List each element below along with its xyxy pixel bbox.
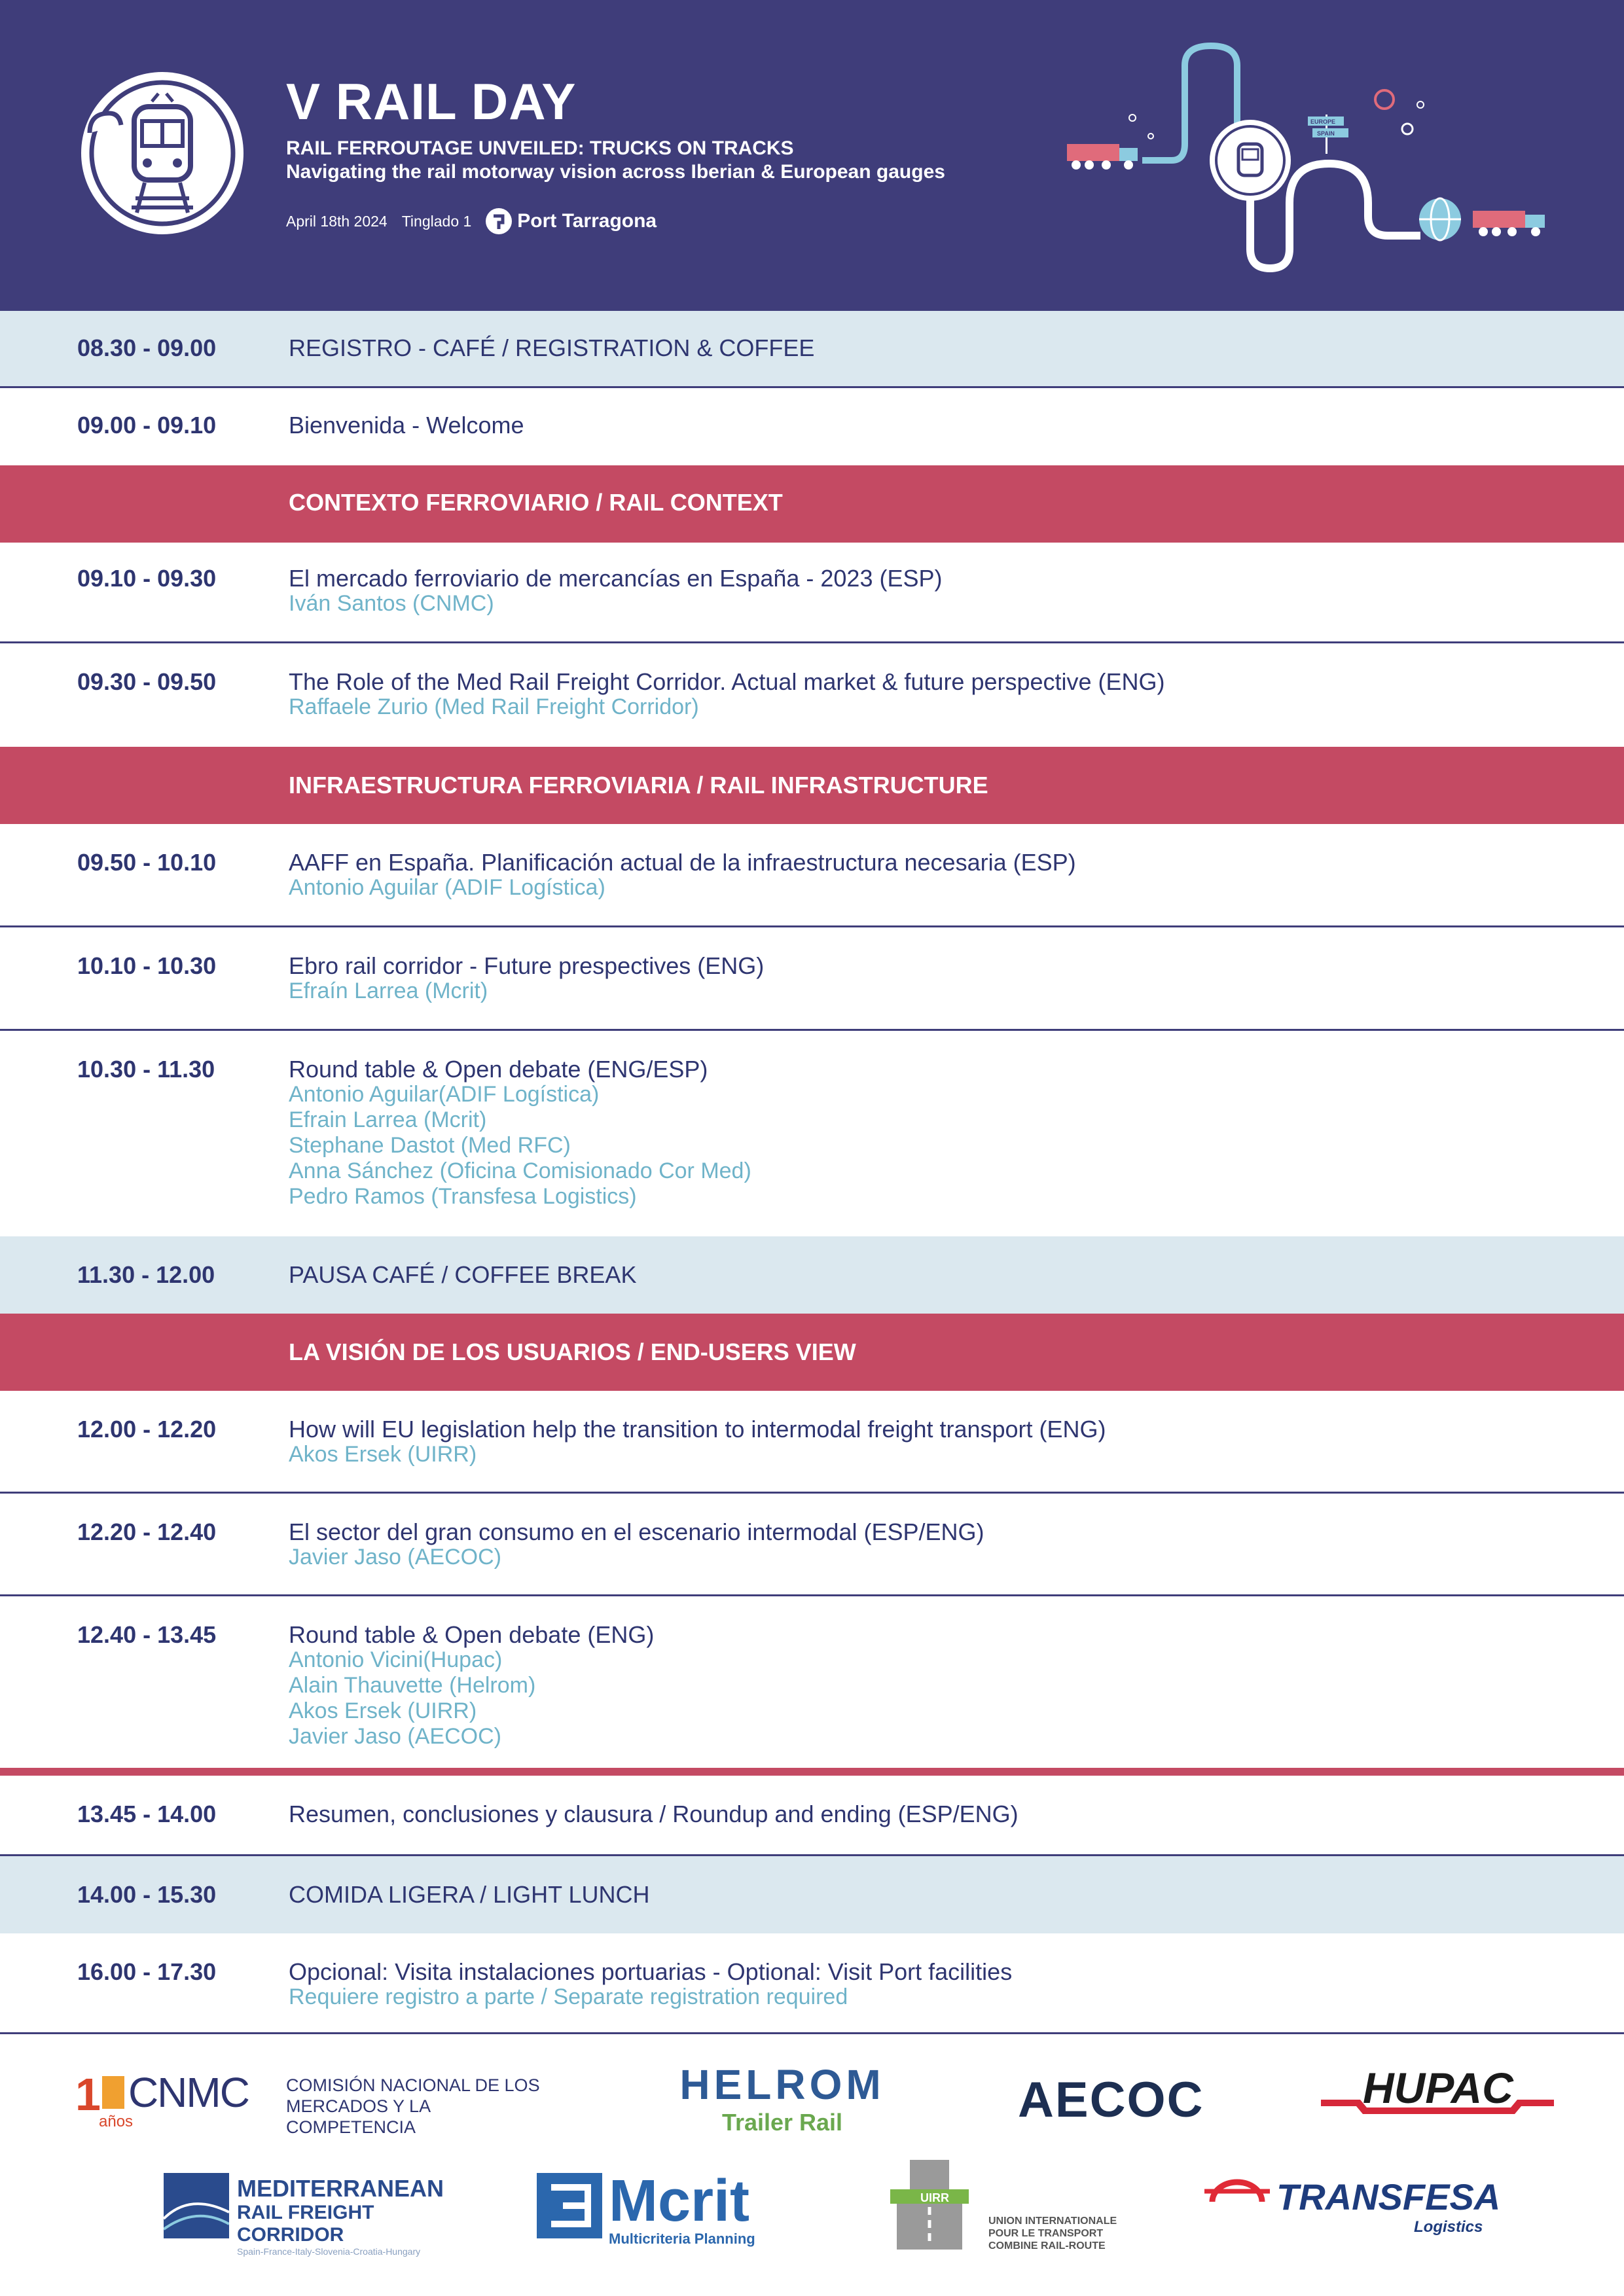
agenda-title: El sector del gran consumo en el escenario intermodal (ESP/ENG)	[289, 1518, 984, 1545]
speaker-name: Pedro Ramos (Transfesa Logistics)	[289, 1184, 637, 1209]
uirr-logo: UIRR UNION INTERNATIONALE POUR LE TRANSPORT COMBINE RAIL-ROUTE	[890, 2160, 1126, 2255]
speaker-name: Akos Ersek (UIRR)	[289, 1442, 477, 1467]
rail-route-illustration-icon	[1054, 39, 1564, 275]
transfesa-mark-icon	[1204, 2173, 1270, 2219]
speaker-name: Iván Santos (CNMC)	[289, 591, 494, 616]
agenda-row	[0, 1596, 1624, 1768]
mcrit-logo: Mcrit Multicriteria Planning	[537, 2173, 772, 2245]
agenda-title: El mercado ferroviario de mercancías en España - 2023 (ESP)	[289, 565, 943, 592]
agenda-time: 08.30 - 09.00	[77, 334, 217, 361]
event-subtitle: RAIL FERROUTAGE UNVEILED: TRUCKS ON TRACKS	[286, 137, 794, 159]
speaker-name: Stephane Dastot (Med RFC)	[289, 1133, 571, 1158]
agenda-title: The Role of the Med Rail Freight Corridor. Actual market & future perspective (ENG)	[289, 668, 1165, 695]
agenda-time: 10.10 - 10.30	[77, 952, 217, 979]
cnmc-logo: 1 CNMC años COMISIÓN NACIONAL DE LOS MERCADOS Y LA COMPETENCIA	[75, 2069, 540, 2137]
agenda-title: AAFF en España. Planificación actual de la infraestructura necesaria (ESP)	[289, 849, 1076, 876]
agenda-row	[0, 1856, 1624, 1933]
corridor-wave-icon	[164, 2173, 229, 2238]
agenda-time: 13.45 - 14.00	[77, 1801, 217, 1827]
agenda-time: 11.30 - 12.00	[77, 1261, 215, 1288]
agenda-row	[0, 1776, 1624, 1856]
section-header	[0, 747, 1624, 824]
agenda-title: Round table & Open debate (ENG/ESP)	[289, 1056, 708, 1083]
agenda-time: 12.40 - 13.45	[77, 1621, 217, 1648]
agenda-row	[0, 543, 1624, 643]
agenda-row	[0, 1031, 1624, 1236]
speaker-name: Javier Jaso (AECOC)	[289, 1545, 501, 1570]
agenda-time: 12.20 - 12.40	[77, 1518, 217, 1545]
agenda-time: 12.00 - 12.20	[77, 1416, 217, 1443]
med-rail-freight-corridor-logo: MEDITERRANEAN RAIL FREIGHT CORRIDOR Spain-France-Italy-Slovenia-Croatia-Hungary	[164, 2173, 419, 2245]
section-title: LA VISIÓN DE LOS USUARIOS / END-USERS VIEW	[289, 1338, 856, 1365]
agenda-time: 10.30 - 11.30	[77, 1056, 215, 1083]
event-venue: Tinglado 1	[401, 212, 472, 230]
speaker-name: Alain Thauvette (Helrom)	[289, 1673, 536, 1698]
svg-text:SPAIN: SPAIN	[1317, 130, 1335, 137]
event-tagline: Navigating the rail motorway vision across Iberian & European gauges	[286, 161, 945, 183]
agenda-row	[0, 824, 1624, 927]
transfesa-logo: TRANSFESA Logistics	[1204, 2173, 1506, 2245]
speaker-name: Antonio Vicini(Hupac)	[289, 1647, 503, 1672]
agenda-time: 14.00 - 15.30	[77, 1881, 217, 1908]
event-date: April 18th 2024	[286, 212, 388, 230]
mcrit-mark-icon	[537, 2173, 602, 2238]
helrom-logo: HELROM Trailer Rail	[679, 2061, 885, 2136]
section-title: INFRAESTRUCTURA FERROVIARIA / RAIL INFRASTRUCTURE	[289, 772, 988, 798]
agenda-title: REGISTRO - CAFÉ / REGISTRATION & COFFEE	[289, 334, 815, 361]
agenda-title: How will EU legislation help the transition to intermodal freight transport (ENG)	[289, 1416, 1106, 1443]
speaker-name: Efrain Larrea (Mcrit)	[289, 1107, 487, 1132]
agenda-title: COMIDA LIGERA / LIGHT LUNCH	[289, 1881, 650, 1908]
speaker-name: Javier Jaso (AECOC)	[289, 1724, 501, 1749]
section-header	[0, 465, 1624, 543]
port-logo-icon	[484, 207, 513, 236]
agenda-time: 09.00 - 09.10	[77, 412, 217, 439]
train-logo-icon	[77, 67, 248, 239]
agenda-title: Round table & Open debate (ENG)	[289, 1621, 655, 1648]
agenda-title: PAUSA CAFÉ / COFFEE BREAK	[289, 1261, 637, 1288]
agenda-row	[0, 1391, 1624, 1494]
event-title: V RAIL DAY	[286, 73, 577, 130]
section-divider	[0, 1768, 1624, 1776]
agenda-row	[0, 1494, 1624, 1596]
truck-left-icon	[1067, 144, 1138, 170]
agenda-row	[0, 1933, 1624, 2034]
truck-right-icon	[1473, 211, 1545, 236]
agenda-row	[0, 643, 1624, 747]
header-banner	[0, 0, 1624, 311]
agenda-row	[0, 388, 1624, 465]
agenda-row	[0, 1236, 1624, 1314]
event-port: Port Tarragona	[517, 210, 657, 232]
section-header	[0, 1314, 1624, 1391]
agenda-title: Opcional: Visita instalaciones portuarias - Optional: Visit Port facilities	[289, 1958, 1013, 1985]
registration-note: Requiere registro a parte / Separate registration required	[289, 1984, 848, 2009]
speaker-name: Efraín Larrea (Mcrit)	[289, 978, 488, 1003]
agenda-title: Ebro rail corridor - Future prespectives (ENG)	[289, 952, 765, 979]
svg-text:EUROPE: EUROPE	[1310, 118, 1336, 125]
agenda-time: 16.00 - 17.30	[77, 1958, 217, 1985]
agenda-title: Resumen, conclusiones y clausura / Roundup and ending (ESP/ENG)	[289, 1801, 1019, 1827]
hupac-logo: HUPAC	[1321, 2068, 1554, 2134]
event-meta	[286, 207, 657, 236]
aecoc-logo: AECOC	[1018, 2072, 1204, 2128]
section-title: CONTEXTO FERROVIARIO / RAIL CONTEXT	[289, 489, 783, 516]
agenda-row	[0, 311, 1624, 388]
agenda-row	[0, 927, 1624, 1031]
speaker-name: Antonio Aguilar (ADIF Logística)	[289, 875, 605, 900]
agenda-time: 09.30 - 09.50	[77, 668, 217, 695]
speaker-name: Anna Sánchez (Oficina Comisionado Cor Med)	[289, 1158, 751, 1183]
speaker-name: Akos Ersek (UIRR)	[289, 1698, 477, 1723]
agenda-time: 09.50 - 10.10	[77, 849, 217, 876]
agenda-time: 09.10 - 09.30	[77, 565, 217, 592]
speaker-name: Antonio Aguilar(ADIF Logística)	[289, 1082, 600, 1107]
uirr-road-icon	[890, 2160, 969, 2251]
agenda-title: Bienvenida - Welcome	[289, 412, 524, 439]
speaker-name: Raffaele Zurio (Med Rail Freight Corridor)	[289, 694, 699, 719]
